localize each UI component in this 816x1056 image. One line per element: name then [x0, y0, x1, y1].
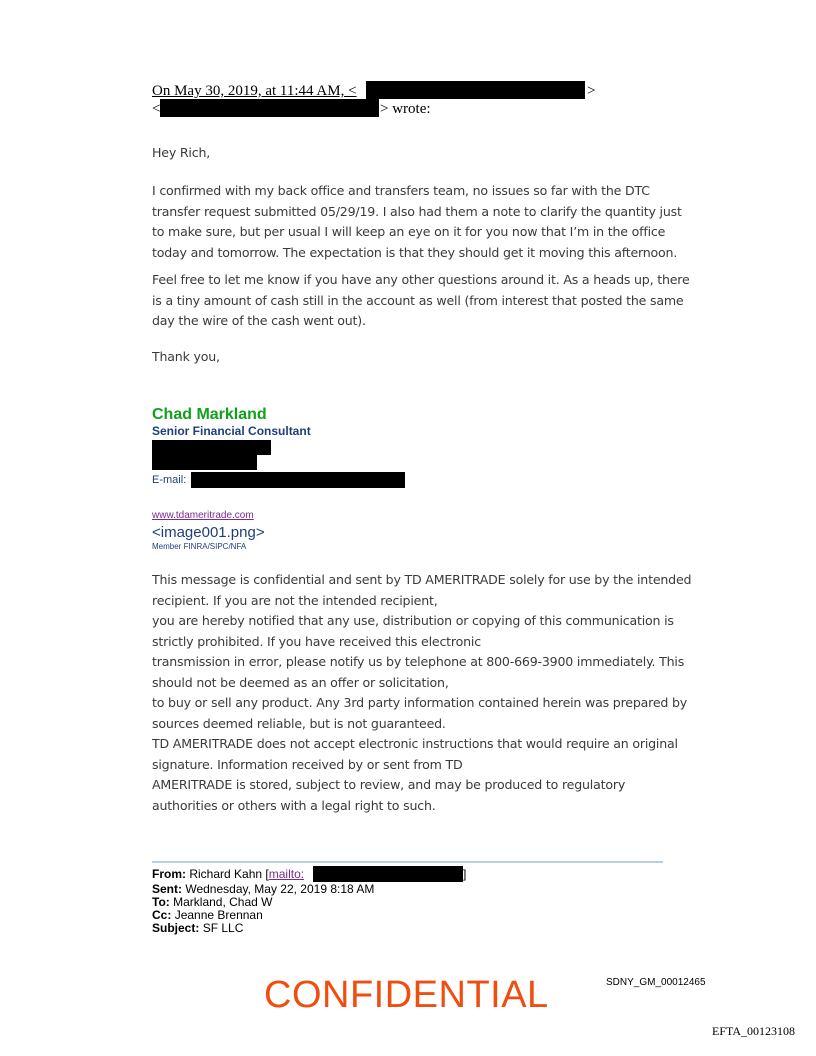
paragraph-cash-note — [152, 270, 690, 332]
website-link[interactable]: www.tdameritrade.com — [152, 510, 254, 521]
redaction-box — [152, 455, 257, 470]
redaction-box — [152, 440, 271, 455]
paragraph-line: Feel free to let me know if you have any other questions around it. As a heads up, there — [152, 272, 690, 287]
message-divider — [152, 861, 663, 863]
disclaimer — [152, 570, 692, 816]
redaction-box — [191, 472, 405, 488]
to-label: To: — [152, 895, 170, 909]
to-value: Markland, Chad W — [173, 895, 273, 909]
from-close-bracket: ] — [463, 867, 467, 881]
closing: Thank you, — [152, 349, 220, 364]
paragraph-line: today and tomorrow. The expectation is that they should get it moving this afternoon. — [152, 244, 678, 260]
confidential-stamp: CONFIDENTIAL — [264, 974, 549, 1016]
paragraph-transfer-update — [152, 181, 682, 263]
disclaimer-line: sources deemed reliable, but is not guaranteed. — [152, 715, 446, 731]
mailto-link[interactable]: mailto: — [268, 867, 305, 881]
sent-value: Wednesday, May 22, 2019 8:18 AM — [185, 882, 375, 896]
subject-label: Subject: — [152, 921, 200, 935]
reply-header-line-2-prefix: < — [152, 101, 161, 117]
reply-header-wrote: > wrote: — [380, 101, 431, 117]
email-label: E-mail: — [152, 474, 187, 486]
disclaimer-line: This message is confidential and sent by TD AMERITRADE solely for use by the intended — [152, 572, 692, 587]
from-label: From: — [152, 867, 186, 881]
reply-header-text: On May 30, 2019, at 11:44 AM, < — [152, 83, 357, 99]
disclaimer-line: should not be deemed as an offer or solicitation, — [152, 674, 449, 690]
efta-number: EFTA_00123108 — [712, 1024, 796, 1038]
from-value: Richard Kahn [ — [189, 867, 269, 881]
member-line: Member FINRA/SIPC/NFA — [152, 542, 247, 551]
paragraph-line: day the wire of the cash went out). — [152, 313, 366, 328]
signature-title: Senior Financial Consultant — [152, 424, 311, 438]
reply-header-line-1 — [152, 82, 357, 100]
paragraph-line: to make sure, but per usual I will keep an eye on it for you now that I’m in the office — [152, 224, 666, 239]
paragraph-line: transfer request submitted 05/29/19. I also had them a note to clarify the quantity just — [152, 203, 682, 219]
paragraph-line: I confirmed with my back office and transfers team, no issues so far with the DTC — [152, 183, 650, 198]
disclaimer-line: authorities or others with a legal right to such. — [152, 797, 436, 813]
disclaimer-line: to buy or sell any product. Any 3rd party information contained herein was prepared by — [152, 695, 688, 710]
disclaimer-line: recipient. If you are not the intended recipient, — [152, 592, 438, 608]
cc-label: Cc: — [152, 908, 172, 922]
disclaimer-line: transmission in error, please notify us by telephone at 800-669-3900 immediately. This — [152, 654, 685, 669]
redaction-box — [160, 99, 379, 117]
subject-value: SF LLC — [202, 921, 244, 935]
disclaimer-line: TD AMERITRADE does not accept electronic instructions that would require an original — [152, 736, 678, 751]
disclaimer-line: strictly prohibited. If you have received this electronic — [152, 633, 481, 649]
image-placeholder: <image001.png> — [152, 524, 265, 541]
redaction-box — [366, 81, 585, 99]
disclaimer-line: AMERITRADE is stored, subject to review, and may be produced to regulatory — [152, 777, 626, 792]
disclaimer-line: signature. Information received by or sent from TD — [152, 756, 463, 772]
redaction-box — [313, 866, 463, 882]
paragraph-line: is a tiny amount of cash still in the account as well (from interest that posted the same — [152, 292, 684, 308]
forwarded-subject — [152, 922, 243, 935]
disclaimer-line: you are hereby notified that any use, distribution or copying of this communication is — [152, 613, 674, 628]
cc-value: Jeanne Brennan — [174, 908, 263, 922]
bates-number: SDNY_GM_00012465 — [606, 977, 706, 988]
greeting: Hey Rich, — [152, 145, 211, 160]
reply-header-bracket: > — [587, 83, 596, 99]
sent-label: Sent: — [152, 882, 182, 896]
forwarded-from — [152, 868, 304, 881]
signature-name: Chad Markland — [152, 406, 267, 423]
